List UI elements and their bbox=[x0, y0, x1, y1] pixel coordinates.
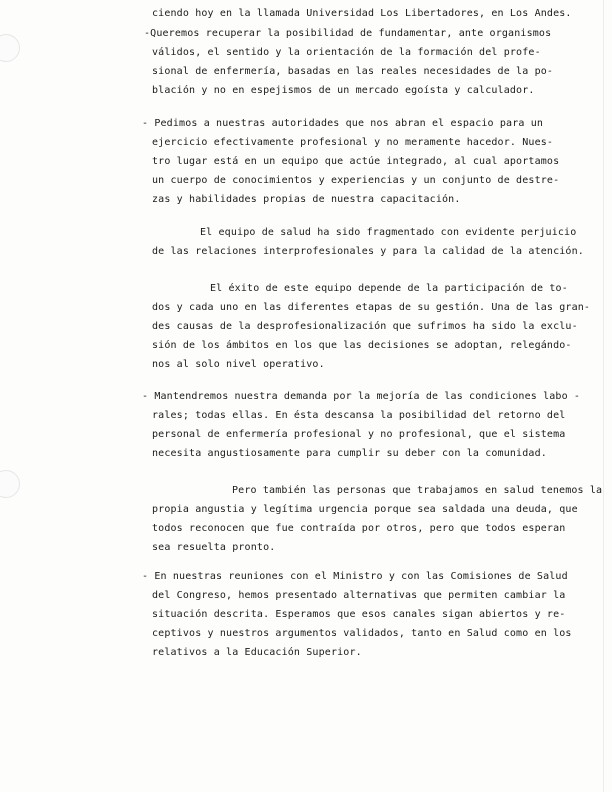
punch-hole bbox=[0, 470, 20, 498]
text-line: El equipo de salud ha sido fragmentado con evidente perjuicio bbox=[200, 227, 577, 238]
text-line: de las relaciones interprofesionales y para la calidad de la atención. bbox=[152, 246, 584, 257]
text-line: necesita angustiosamente para cumplir su deber con la comunidad. bbox=[152, 448, 547, 459]
text-line: un cuerpo de conocimientos y experiencias y un conjunto de destre- bbox=[152, 175, 560, 186]
text-line: relativos a la Educación Superior. bbox=[152, 647, 362, 658]
text-line: zas y habilidades propias de nuestra capacitación. bbox=[152, 194, 461, 205]
text-line: rales; todas ellas. En ésta descansa la posibilidad del retorno del bbox=[152, 410, 566, 421]
text-line: personal de enfermería profesional y no profesional, que el sistema bbox=[152, 429, 566, 440]
text-line: sión de los ámbitos en los que las decisiones se adoptan, relegándo- bbox=[152, 340, 572, 351]
text-line: propia angustia y legítima urgencia porque sea saldada una deuda, que bbox=[152, 504, 578, 515]
text-line: des causas de la desprofesionalización que sufrimos ha sido la exclu- bbox=[152, 321, 578, 332]
text-line: El éxito de este equipo depende de la participación de to- bbox=[210, 283, 568, 294]
text-line: del Congreso, hemos presentado alternativas que permiten cambiar la bbox=[152, 590, 566, 601]
text-line: blación y no en espejismos de un mercado egoísta y calculador. bbox=[152, 85, 535, 96]
punch-hole bbox=[0, 34, 20, 62]
text-line: -Queremos recuperar la posibilidad de fundamentar, ante organismos bbox=[144, 28, 552, 39]
text-line: - Mantendremos nuestra demanda por la mejoría de las condiciones labo - bbox=[142, 391, 581, 402]
text-line: sea resuelta pronto. bbox=[152, 542, 276, 553]
text-line: situación descrita. Esperamos que esos canales sigan abiertos y re- bbox=[152, 609, 566, 620]
text-line: ejercicio efectivamente profesional y no meramente hacedor. Nues- bbox=[152, 137, 554, 148]
text-line: ceptivos y nuestros argumentos validados, tanto en Salud como en los bbox=[152, 628, 572, 639]
text-line: dos y cada uno en las diferentes etapas de su gestión. Una de las gran- bbox=[152, 302, 591, 313]
text-line: tro lugar está en un equipo que actúe integrado, al cual aportamos bbox=[152, 156, 560, 167]
text-line: - En nuestras reuniones con el Ministro y con las Comisiones de Salud bbox=[142, 571, 568, 582]
text-line: sional de enfermería, basadas en las reales necesidades de la po- bbox=[152, 66, 554, 77]
page-edge bbox=[603, 0, 604, 792]
text-line: todos reconocen que fue contraída por otros, pero que todos esperan bbox=[152, 523, 566, 534]
text-line: válidos, el sentido y la orientación de la formación del profe- bbox=[152, 47, 541, 58]
text-line: Pero también las personas que trabajamos en salud tenemos la bbox=[232, 485, 603, 496]
text-line: nos al solo nivel operativo. bbox=[152, 359, 325, 370]
text-line: - Pedimos a nuestras autoridades que nos abran el espacio para un bbox=[142, 118, 544, 129]
text-line: ciendo hoy en la llamada Universidad Los Libertadores, en Los Andes. bbox=[152, 8, 572, 19]
